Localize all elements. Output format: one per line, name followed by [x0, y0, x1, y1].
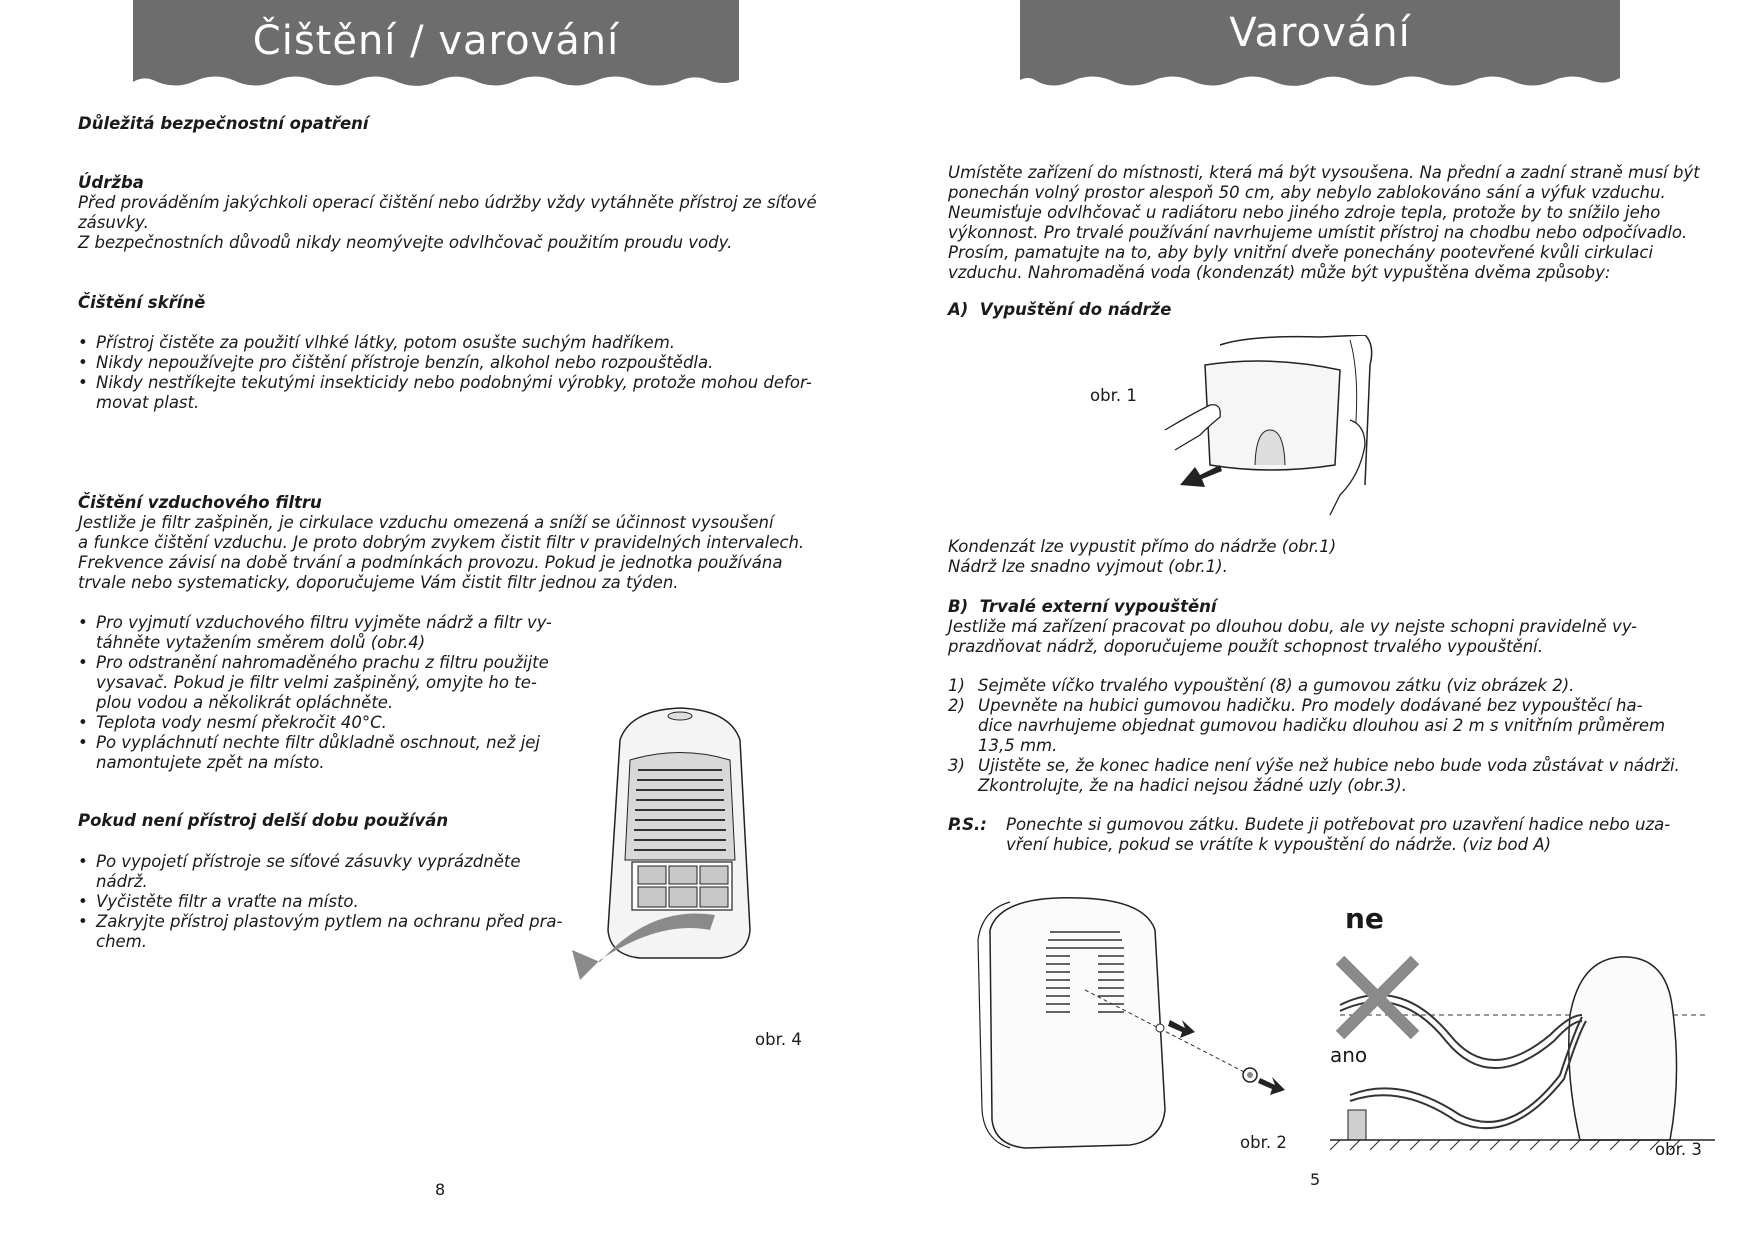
text-line: Přístroj čistěte za použití vlhké látky, potom osušte suchým hadříkem. — [96, 333, 676, 352]
figure-3-yes-label: ano — [1330, 1043, 1368, 1067]
list-item: • Zakryjte přístroj plastovým pytlem na ochranu před pra- chem. — [78, 912, 563, 951]
text-line: Kondenzát lze vypustit přímo do nádrže (obr.1) — [948, 537, 1337, 556]
section-a-text — [948, 537, 1336, 577]
section-a-heading: A) Vypuštění do nádrže — [948, 300, 1172, 319]
text-line: výkonnost. Pro trvalé používání navrhujeme umístit přístroj na chodbu nebo odpočívadlo. — [948, 223, 1688, 242]
page-number-right: 5 — [1310, 1170, 1321, 1189]
section-b-steps — [948, 676, 1680, 796]
text-line: Umístěte zařízení do místnosti, která má být vysoušena. Na přední a zadní straně musí být — [948, 163, 1700, 182]
unused-bullets — [78, 852, 562, 952]
list-item: • Po vypláchnutí nechte filtr důkladně oschnout, než jej namontujete zpět na místo. — [78, 733, 552, 773]
figure-1-tank-removal — [1160, 335, 1390, 525]
ps-note — [948, 815, 1670, 855]
list-item — [948, 696, 1680, 756]
text-line: Pro odstranění nahromaděného prachu z filtru použijte — [96, 653, 549, 672]
text-line: Prosím, pamatujte na to, aby byly vnitřní dveře ponechány pootevřené kvůli cirkulaci — [948, 243, 1654, 262]
step-number: 2) — [948, 696, 965, 715]
unused-heading: Pokud není přístroj delší dobu používán — [78, 811, 449, 830]
text-line: Nikdy nestříkejte tekutými insekticidy nebo podobnými výrobky, protože mohou defor- — [96, 373, 812, 392]
step-number: 3) — [948, 756, 965, 775]
maintenance-section — [78, 173, 817, 253]
figure-3-hose-placement — [1320, 955, 1720, 1165]
figure-2-plug-removal — [970, 890, 1300, 1160]
list-item: • Nikdy nepoužívejte pro čištění přístroje benzín, alkohol nebo rozpouštědla. — [78, 353, 812, 373]
list-item: • Vyčistěte filtr a vraťte na místo. — [78, 892, 562, 912]
text-line: Pro vyjmutí vzduchového filtru vyjměte nádrž a filtr vy- — [96, 613, 552, 632]
section-b — [948, 597, 1637, 657]
text-line: Upevněte na hubici gumovou hadičku. Pro modely dodávané bez vypouštěcí ha- — [978, 696, 1643, 715]
list-item: • Po vypojetí přístroje se síťové zásuvky vyprázdněte nádrž. — [78, 852, 562, 892]
figure-2-caption: obr. 2 — [1240, 1133, 1287, 1152]
section-b-heading: B) Trvalé externí vypouštění — [948, 597, 1217, 616]
text-line: Nikdy nepoužívejte pro čištění přístroje benzín, alkohol nebo rozpouštědla. — [96, 353, 714, 372]
text-line: namontujete zpět na místo. — [96, 753, 325, 772]
text-line: Vyčistěte filtr a vraťte na místo. — [96, 892, 359, 911]
figure-4-filter-removal — [570, 700, 810, 990]
text-line: Zkontrolujte, že na hadici nejsou žádné uzly (obr.3). — [978, 776, 1407, 795]
page-title: Varování — [1229, 10, 1411, 56]
text-line: Jestliže má zařízení pracovat po dlouhou dobu, ale vy nejste schopni pravidelně vy- — [948, 617, 1637, 636]
text-line: zásuvky. — [78, 213, 149, 232]
cabinet-bullets — [78, 333, 812, 413]
maintenance-heading: Údržba — [78, 173, 144, 192]
list-item — [948, 676, 1680, 696]
figure-3-caption: obr. 3 — [1655, 1140, 1702, 1159]
list-item: • Přístroj čistěte za použití vlhké látky, potom osušte suchým hadříkem. — [78, 333, 812, 353]
text-line: trvale nebo systematicky, doporučujeme Vám čistit filtr jednou za týden. — [78, 573, 679, 592]
filter-heading: Čištění vzduchového filtru — [78, 493, 322, 512]
text-line: vzduchu. Nahromaděná voda (kondenzát) může být vypuštěna dvěma způsoby: — [948, 263, 1611, 282]
text-line: vysavač. Pokud je filtr velmi zašpiněný, omyjte ho te- — [96, 673, 537, 692]
text-line: 13,5 mm. — [978, 736, 1058, 755]
text-line: movat plast. — [96, 393, 200, 412]
right-title-banner — [1020, 0, 1620, 90]
text-line: a funkce čištění vzduchu. Je proto dobrým zvykem čistit filtr v pravidelných intervalech. — [78, 533, 805, 552]
list-item: • Nikdy nestříkejte tekutými insekticidy nebo podobnými výrobky, protože mohou defor- movat plast. — [78, 373, 812, 412]
page-number-left: 8 — [435, 1180, 446, 1199]
list-item: • Pro vyjmutí vzduchového filtru vyjměte nádrž a filtr vy- táhněte vytažením směrem dolů (obr.4) — [78, 613, 552, 652]
figure-3-no-label: ne — [1345, 902, 1384, 935]
left-title-banner — [133, 0, 739, 90]
text-line: Zakryjte přístroj plastovým pytlem na ochranu před pra- — [96, 912, 563, 931]
text-line: Po vypláchnutí nechte filtr důkladně oschnout, než jej — [96, 733, 541, 752]
figure-1-caption: obr. 1 — [1090, 386, 1137, 405]
filter-section — [78, 493, 804, 593]
text-line: ponechán volný prostor alespoň 50 cm, aby nebylo zablokováno sání a výfuk vzduchu. — [948, 183, 1666, 202]
step-number: 1) — [948, 676, 965, 695]
intro-paragraph — [948, 163, 1700, 283]
text-line: vření hubice, pokud se vrátíte k vypouštění do nádrže. (viz bod A) — [1006, 835, 1552, 854]
list-item: • Pro odstranění nahromaděného prachu z filtru použijte vysavač. Pokud je filtr velmi zašpiněný, omyjte ho te- plou vodou a několikrát opláchněte. — [78, 653, 552, 713]
filter-bullets — [78, 613, 552, 773]
text-line: Ponechte si gumovou zátku. Budete ji potřebovat pro uzavření hadice nebo uza- — [1006, 815, 1671, 834]
list-item: • Teplota vody nesmí překročit 40°C. — [78, 713, 552, 733]
text-line: Z bezpečnostních důvodů nikdy neomývejte odvlhčovač použitím proudu vody. — [78, 233, 733, 252]
text-line: dice navrhujeme objednat gumovou hadičku dlouhou asi 2 m s vnitřním průměrem — [978, 716, 1666, 735]
text-line: prazdňovat nádrž, doporučujeme použít schopnost trvalého vypouštění. — [948, 637, 1543, 656]
text-line: Jestliže je filtr zašpiněn, je cirkulace vzduchu omezená a sníží se účinnost vysoušení — [78, 513, 774, 532]
text-line: táhněte vytažením směrem dolů (obr.4) — [96, 633, 426, 652]
text-line: Sejměte víčko trvalého vypouštění (8) a gumovou zátku (viz obrázek 2). — [978, 676, 1575, 695]
important-safety-heading: Důležitá bezpečnostní opatření — [78, 114, 369, 133]
cabinet-heading: Čištění skříně — [78, 293, 206, 312]
page-title: Čištění / varování — [252, 18, 620, 64]
ps-label: P.S.: — [948, 815, 987, 834]
text-line: chem. — [96, 932, 147, 951]
text-line: plou vodou a několikrát opláchněte. — [96, 693, 394, 712]
figure-4-caption: obr. 4 — [755, 1030, 802, 1049]
text-line: Teplota vody nesmí překročit 40°C. — [96, 713, 387, 732]
text-line: Neumisťuje odvlhčovač u radiátoru nebo jiného zdroje tepla, protože by to snížilo jeho — [948, 203, 1661, 222]
text-line: Před prováděním jakýchkoli operací čištění nebo údržby vždy vytáhněte přístroj ze síťové — [78, 193, 817, 212]
text-line: Po vypojetí přístroje se síťové zásuvky vyprázdněte — [96, 852, 521, 871]
text-line: Ujistěte se, že konec hadice není výše než hubice nebo bude voda zůstávat v nádrži. — [978, 756, 1680, 775]
text-line: nádrž. — [96, 872, 148, 891]
text-line: Nádrž lze snadno vyjmout (obr.1). — [948, 557, 1228, 576]
list-item — [948, 756, 1680, 796]
text-line: Frekvence závisí na době trvání a podmínkách provozu. Pokud je jednotka používána — [78, 553, 783, 572]
